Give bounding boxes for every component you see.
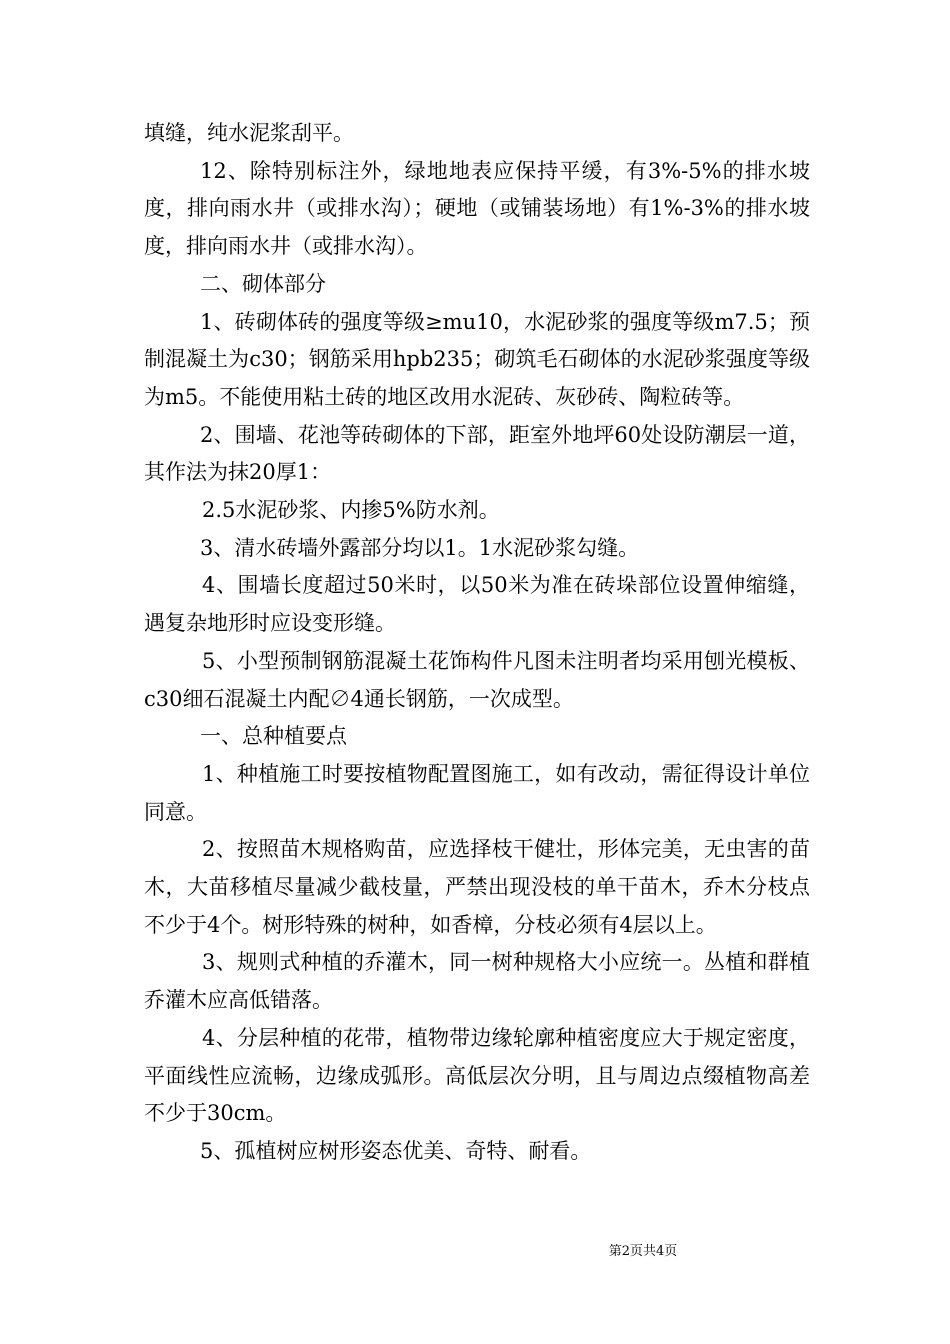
paragraph-planting-5: 5、孤植树应树形姿态优美、奇特、耐看。 [200,1138,592,1163]
paragraph-planting-2: 2、按照苗木规格购苗，应选择枝干健壮，形体完美，无虫害的苗木，大苗移植尽量减少截枝量，严禁出现没枝的单干苗木，乔木分枝点不少于4个。树形特殊的树种，如香樟，分枝必须有4层以上。 [144,837,810,937]
paragraph-planting-4: 4、分层种植的花带，植物带边缘轮廓种植密度应大于规定密度，平面线性应流畅，边缘成弧形。高低层次分明，且与周边点缀植物高差不少于30cm。 [144,1025,810,1126]
document-body [144,115,810,1171]
paragraph-planting-1: 1、种植施工时要按植物配置图施工，如有改动，需征得设计单位同意。 [144,761,810,824]
paragraph-masonry-4: 4、围墙长度超过50米时，以50米为准在砖垛部位设置伸缩缝，遇复杂地形时应设变形缝。 [144,573,810,636]
section-heading-planting: 一、总种植要点 [200,724,347,749]
page-footer [0,1243,950,1261]
page-number: 第2页共4页 [608,1244,678,1259]
paragraph-item-12: 12、除特别标注外，绿地地表应保持平缓，有3%-5%的排水坡度，排向雨水井（或排水沟）；硬地（或铺装场地）有1%-3%的排水坡度，排向雨水井（或排水沟）。 [144,158,810,259]
paragraph-masonry-3: 3、清水砖墙外露部分均以1。1水泥砂浆勾缝。 [200,535,640,560]
paragraph-masonry-2: 2、围墙、花池等砖砌体的下部，距室外地坪60处设防潮层一道，其作法为抹20厚1： [144,422,810,485]
paragraph-planting-3: 3、规则式种植的乔灌木，同一树种规格大小应统一。丛植和群植乔灌木应高低错落。 [144,950,810,1013]
paragraph-continuation: 填缝，纯水泥浆刮平。 [144,121,354,145]
paragraph-masonry-2-cont: 2.5水泥砂浆、内掺5%防水剂。 [202,498,500,523]
paragraph-masonry-5: 5、小型预制钢筋混凝土花饰构件凡图未注明者均采用刨光模板、c30细石混凝土内配∅4通长钢筋，一次成型。 [144,648,810,711]
section-heading-masonry: 二、砌体部分 [200,271,326,296]
paragraph-masonry-1: 1、砖砌体砖的强度等级≥mu10，水泥砂浆的强度等级m7.5；预制混凝土为c30；钢筋采用hpb235；砌筑毛石砌体的水泥砂浆强度等级为m5。不能使用粘土砖的地区改用水泥砖、灰砂砖、陶粒砖等。 [144,309,810,409]
